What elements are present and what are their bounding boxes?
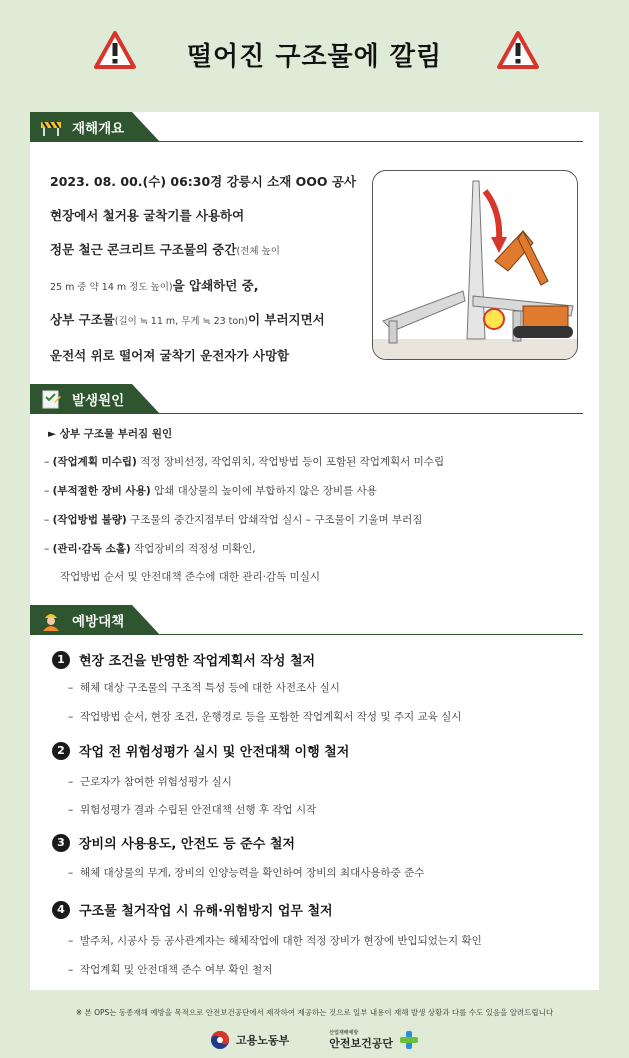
- barrier-icon: [40, 116, 62, 138]
- worker-icon: [40, 609, 62, 631]
- agency-logo: 산업재해예방 안전보건공단: [329, 1030, 419, 1050]
- overview-line: 정문 철근 콘크리트 구조물의 중간(전체 높이: [50, 242, 280, 257]
- title-bar: [0, 0, 629, 108]
- section-title-cause: 발생원인: [72, 393, 125, 409]
- cause-item: – (관리·감독 소홀) 작업장비의 적정성 미확인,: [44, 543, 256, 555]
- clipboard-icon: [40, 388, 62, 410]
- overview-line: 상부 구조물(길이 ≒ 11 m, 무게 ≒ 23 ton)이 부러지면서: [50, 312, 325, 327]
- prevention-item: – 발주처, 시공사 등 공사관계자는 해체작업에 대한 적정 장비가 현장에 반입되었는지 확인: [68, 935, 482, 947]
- prevention-title: 1 현장 조건을 반영한 작업계획서 작성 철저: [52, 650, 315, 669]
- overview-line: 25 m 중 약 14 m 정도 높이)을 압쇄하던 중,: [50, 278, 259, 293]
- overview-line: 2023. 08. 00.(수) 06:30경 강릉시 소재 OOO 공사: [50, 174, 357, 189]
- overview-line: 운전석 위로 떨어져 굴착기 운전자가 사망함: [50, 348, 290, 363]
- footnote: ※ 본 OPS는 동종재해 예방을 목적으로 안전보건공단에서 제작하여 제공하는 것으로 일부 내용이 재해 발생 상황과 다를 수도 있음을 알려드립니다: [75, 1008, 554, 1017]
- divider: [30, 413, 583, 414]
- prevention-item: – 위험성평가 결과 수립된 안전대책 선행 후 작업 시작: [68, 804, 317, 816]
- prevention-item: – 작업계획 및 안전대책 준수 여부 확인 철저: [68, 964, 273, 976]
- cause-item: – (부적절한 장비 사용) 압쇄 대상물의 높이에 부합하지 않은 장비를 사용: [44, 485, 377, 497]
- warning-icon: [93, 30, 137, 70]
- footer-logos: [0, 1030, 629, 1050]
- prevention-item: – 해체 대상물의 무게, 장비의 인양능력을 확인하여 장비의 최대사용하중 준수: [68, 867, 425, 879]
- divider: [30, 141, 583, 142]
- page-title: 떨어진 구조물에 깔림: [186, 41, 443, 72]
- divider: [30, 634, 583, 635]
- content-panel: [30, 112, 599, 990]
- prevention-title: 2 작업 전 위험성평가 실시 및 안전대책 이행 철저: [52, 741, 349, 760]
- prevention-title: 4 구조물 철거작업 시 유해·위험방지 업무 철저: [52, 900, 333, 919]
- warning-icon: [496, 30, 540, 70]
- taegeuk-icon: [210, 1030, 230, 1050]
- cause-heading: ► 상부 구조물 부러짐 원인: [48, 428, 173, 440]
- prevention-item: – 작업방법 순서, 현장 조건, 운행경로 등을 포함한 작업계획서 작성 및 주지 교육 실시: [68, 711, 462, 723]
- cause-item-continuation: 작업방법 순서 및 안전대책 준수에 대한 관리·감독 미실시: [60, 571, 320, 583]
- overview-line: 현장에서 철거용 굴착기를 사용하여: [50, 208, 245, 223]
- cross-logo-icon: [399, 1030, 419, 1050]
- ministry-logo: 고용노동부: [210, 1030, 289, 1050]
- prevention-item: – 근로자가 참여한 위험성평가 실시: [68, 776, 232, 788]
- accident-illustration: [372, 170, 578, 360]
- prevention-title: 3 장비의 사용용도, 안전도 등 준수 철저: [52, 833, 295, 852]
- prevention-item: – 해체 대상 구조물의 구조적 특성 등에 대한 사전조사 실시: [68, 682, 340, 694]
- cause-item: – (작업방법 불량) 구조물의 중간지점부터 압쇄작업 실시 – 구조물이 기울며 부러짐: [44, 514, 423, 526]
- section-header-overview: [30, 112, 132, 142]
- section-header-prevention: [30, 605, 132, 635]
- section-header-cause: [30, 384, 132, 414]
- section-title-overview: 재해개요: [72, 121, 125, 137]
- section-title-prevention: 예방대책: [72, 614, 125, 630]
- cause-item: – (작업계획 미수립) 적정 장비선정, 작업위치, 작업방법 등이 포함된 작업계획서 미수립: [44, 456, 445, 468]
